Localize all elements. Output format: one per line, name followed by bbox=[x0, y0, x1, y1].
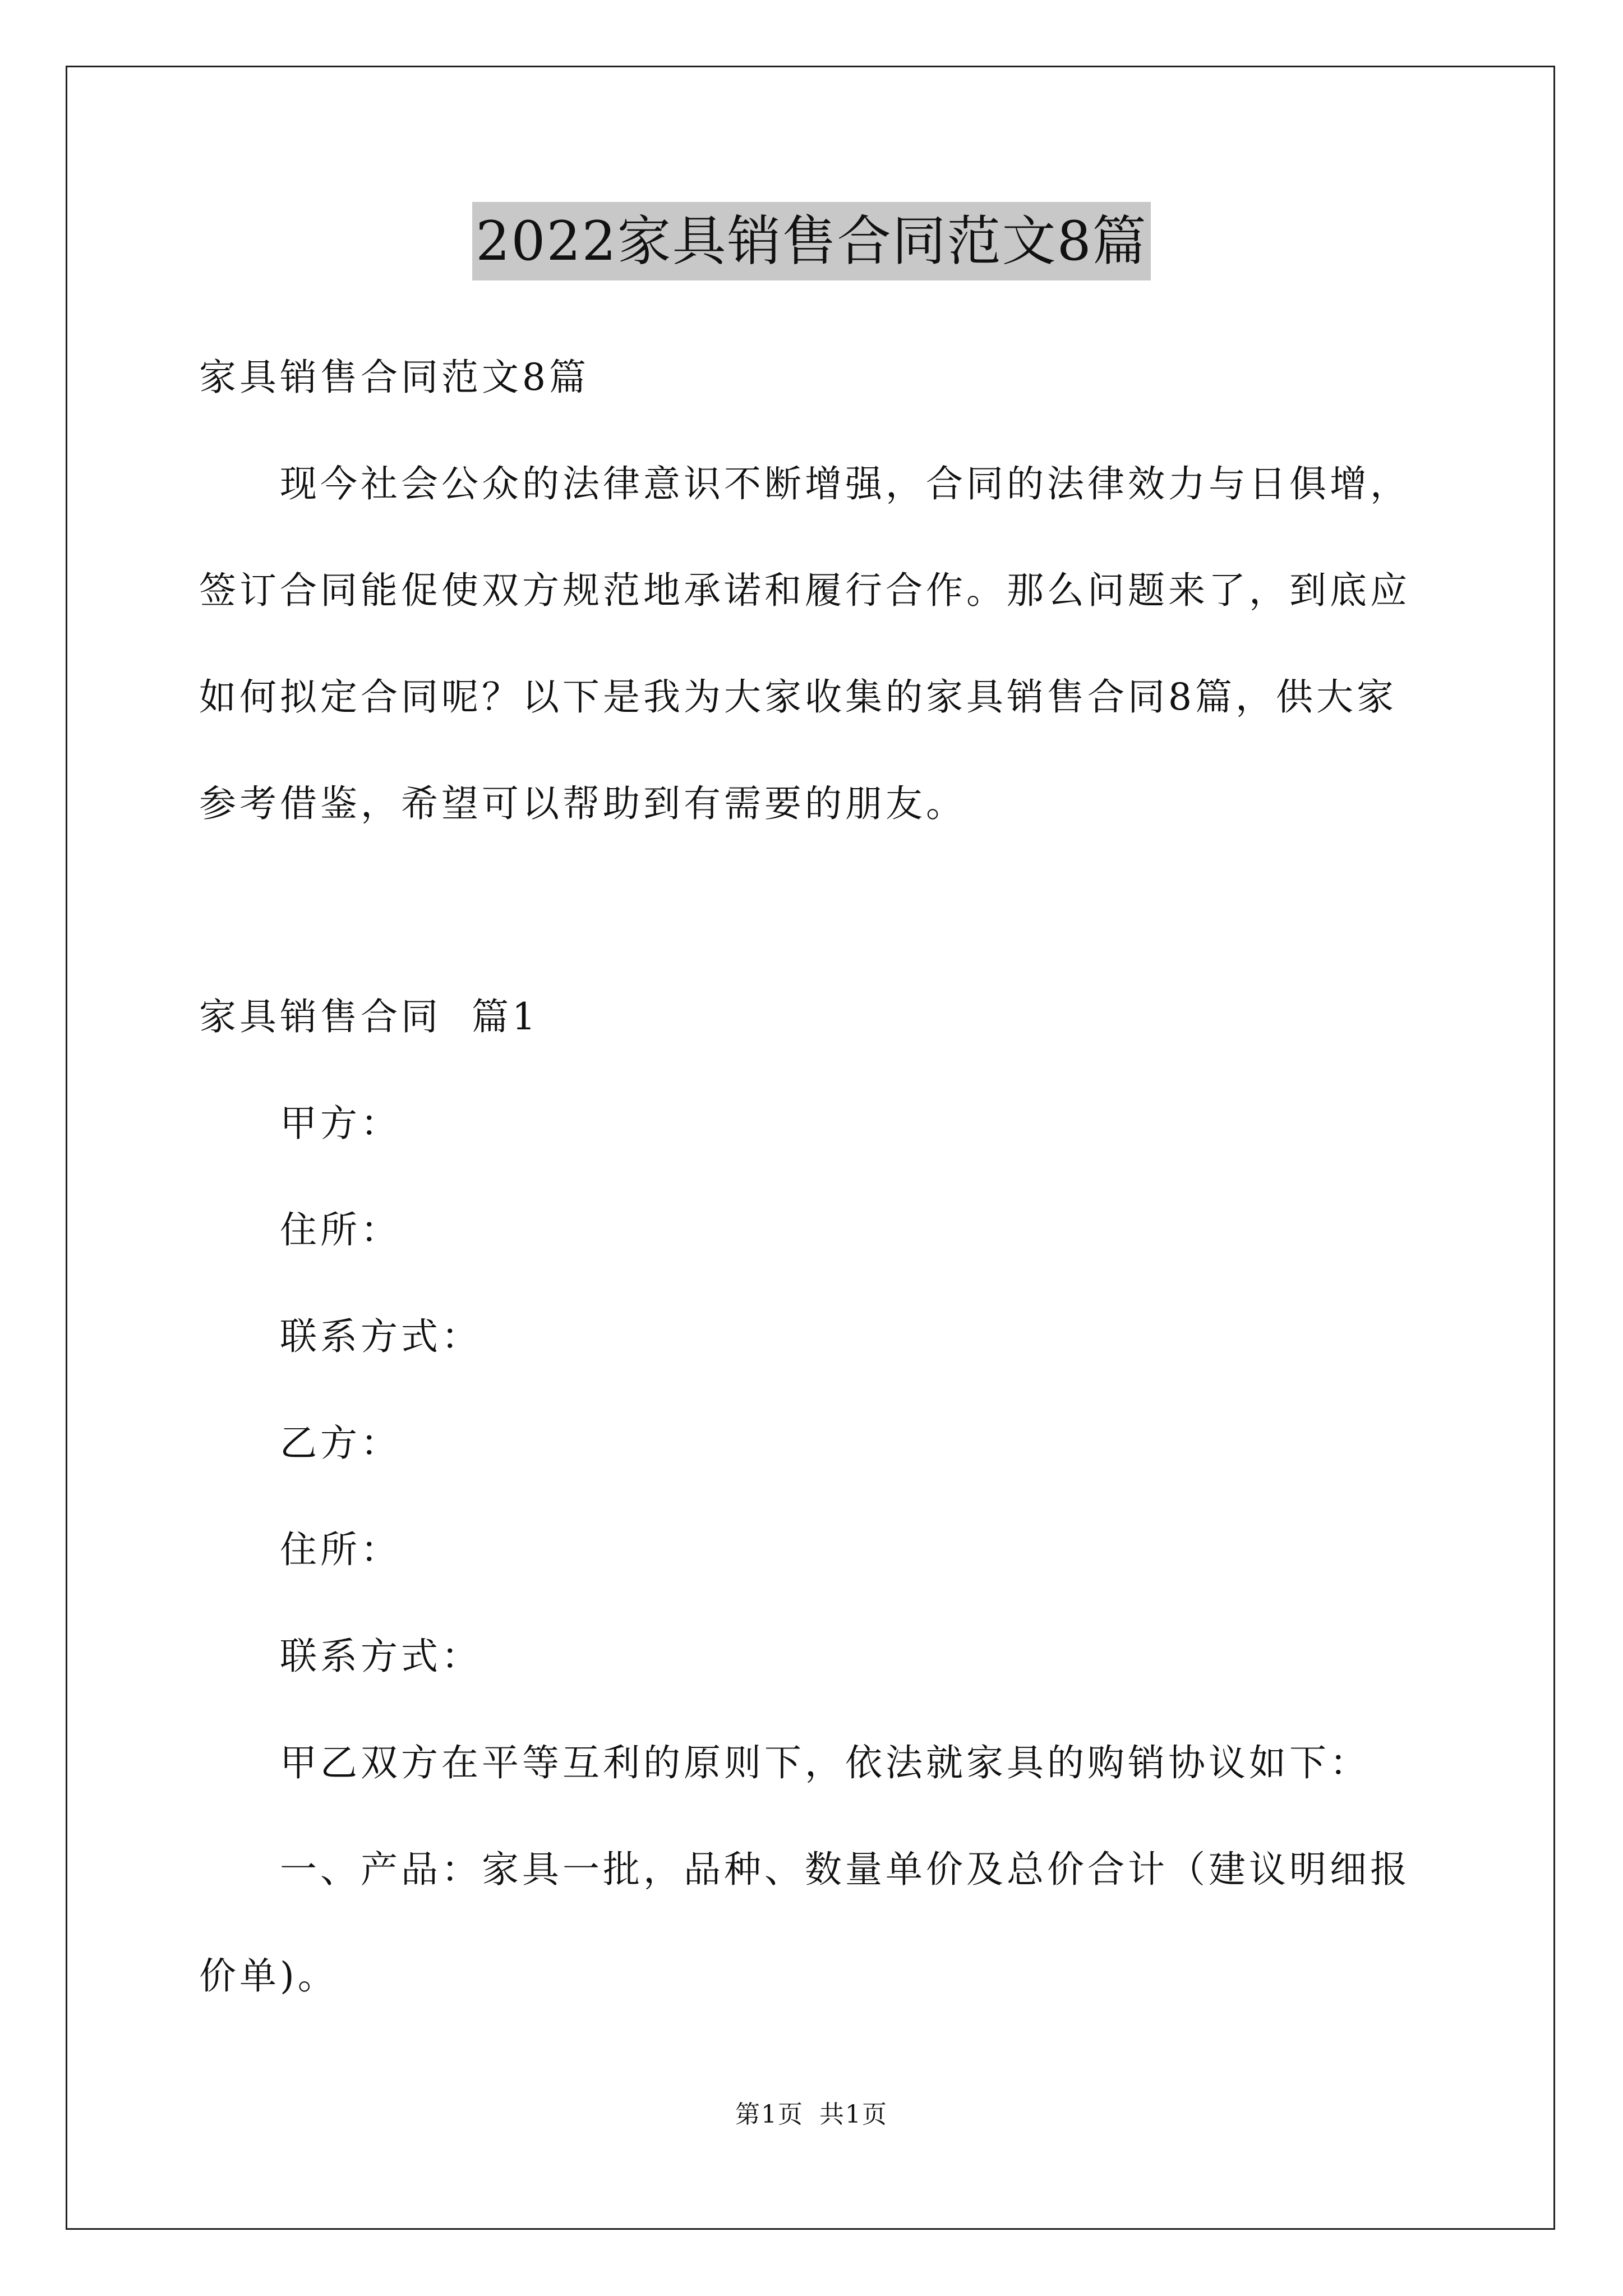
intro-line: 如何拟定合同呢？以下是我为大家收集的家具销售合同8篇，供大家 bbox=[199, 675, 1397, 719]
intro-line: 参考借鉴，希望可以帮助到有需要的朋友。 bbox=[199, 782, 966, 825]
title-container bbox=[0, 202, 1623, 280]
agreement-intro: 甲乙双方在平等互利的原则下，依法就家具的购销协议如下： bbox=[280, 1741, 1370, 1784]
clause-one-line: 一、产品：家具一批，品种、数量单价及总价合计（建议明细报 bbox=[280, 1848, 1410, 1891]
field-party-a: 甲方： bbox=[280, 1102, 401, 1145]
intro-line: 签订合同能促使双方规范地承诺和履行合作。那么问题来了，到底应 bbox=[199, 569, 1410, 612]
clause-one-line: 价单)。 bbox=[199, 1954, 338, 1998]
document-subtitle: 家具销售合同范文8篇 bbox=[199, 356, 589, 399]
document-title: 2022家具销售合同范文8篇 bbox=[472, 202, 1150, 280]
page-number-current: 第1页 bbox=[735, 2100, 804, 2129]
field-party-b: 乙方： bbox=[280, 1421, 401, 1465]
field-address-a: 住所： bbox=[280, 1208, 401, 1251]
field-address-b: 住所： bbox=[280, 1528, 401, 1571]
field-contact-a: 联系方式： bbox=[280, 1315, 482, 1358]
field-contact-b: 联系方式： bbox=[280, 1635, 482, 1678]
intro-line: 现今社会公众的法律意识不断增强，合同的法律效力与日俱增， bbox=[280, 462, 1410, 505]
page-footer bbox=[0, 2098, 1623, 2132]
section-heading: 家具销售合同 篇1 bbox=[199, 995, 539, 1038]
page-number-total: 共1页 bbox=[819, 2100, 888, 2129]
